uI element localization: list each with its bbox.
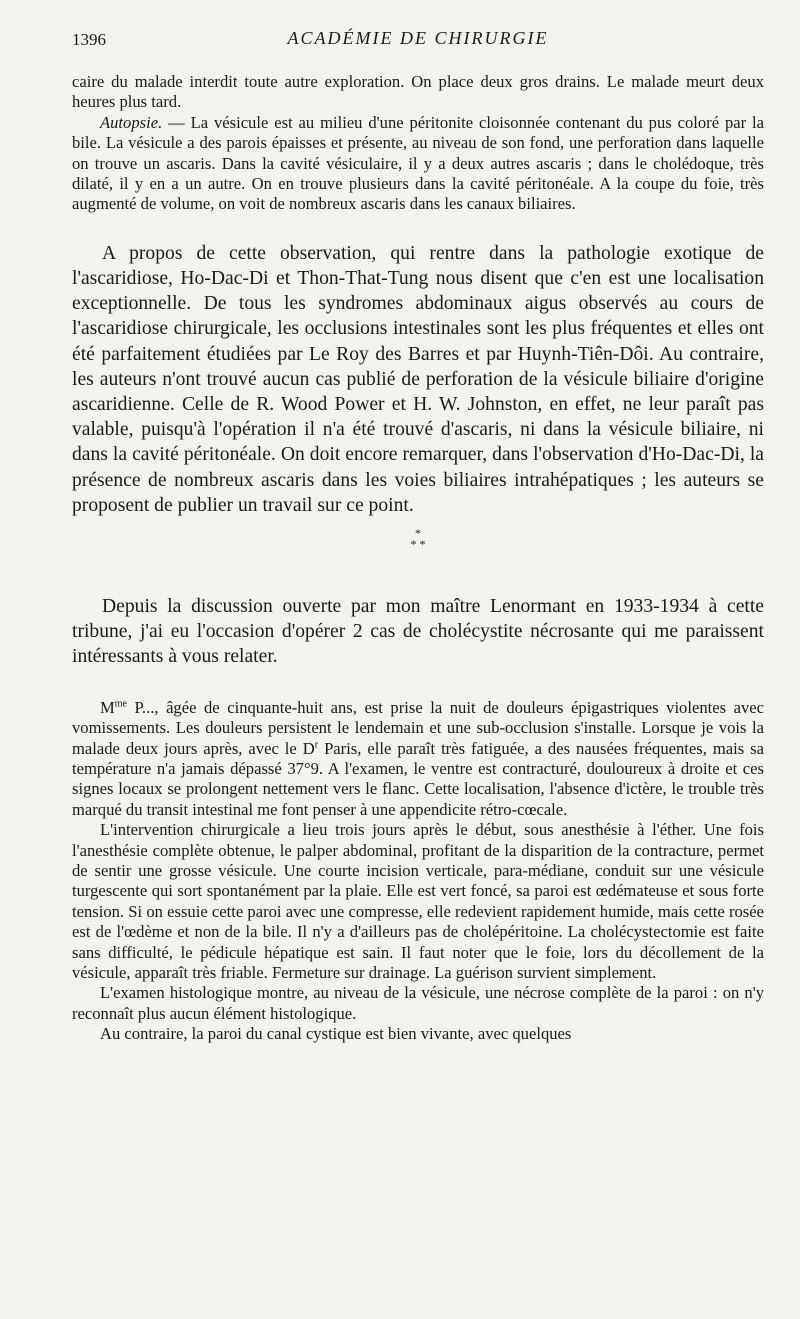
running-head (72, 28, 764, 54)
case-continuation-paragraph: caire du malade interdit toute autre exploration. On place deux gros drains. Le malade meurt deux heures plus tard. (72, 72, 764, 112)
intervention-paragraph: L'intervention chirurgicale a lieu trois jours après le début, sous anesthésie à l'éther. Une fois l'anesthésie complète obtenue, le palper abdominal, profitant de la disparition de la contracture, permet de sentir une grosse vésicule. Une courte incision verticale, para-médiane, conduit sur une vésicule turgescente qui sort spontanément par la plaie. Elle est vert foncé, sa paroi est œdémateuse et sous forte tension. Si on essuie cette paroi avec une compresse, elle redevient rapidement humide, mais cette rosée est de l'œdème et non de la bile. Il n'y a d'ailleurs pas de cholépéritoine. La cholécystectomie est faite sans difficulté, le pédicule hépatique est sain. Il faut noter que le foie, lors du décollement de la vésicule, apparaît très friable. Fermeture sur drainage. La guérison survient simplement. (72, 820, 764, 982)
spacer (72, 570, 764, 594)
case-one-title-prefix: M (100, 697, 115, 717)
commentary-paragraph: A propos de cette observation, qui rentre dans la pathologie exotique de l'ascaridiose, Ho-Dac-Di et Thon-That-Tung nous disent que c'en est une localisation exceptionnelle. De tous les syndromes abdominaux aigus observés au cours de l'ascaridiose chirurgicale, les occlusions intestinales sont les plus fréquentes et elles ont été parfaitement étudiées par Le Roy des Barres et par Huynh-Tiên-Dôi. Au contraire, les auteurs n'ont trouvé aucun cas publié de perforation de la vésicule biliaire d'origine ascaridienne. Celle de R. Wood Power et H. W. Johnston, en effet, ne leur paraît pas valable, puisqu'à l'opération il n'a été trouvé d'ascaris, ni dans la vésicule biliaire, ni dans la cavité péritonéale. On doit encore remarquer, dans l'observation d'Ho-Dac-Di, la présence de nombreux ascaris dans les voies biliaires intrahépatiques ; les auteurs se proposent de publier un travail sur ce point. (72, 242, 764, 516)
spacer (72, 670, 764, 698)
case-one-title-sup: me (114, 698, 127, 710)
asterism-bottom: * * (410, 537, 426, 552)
autopsy-text: — La vésicule est au milieu d'une péritonite cloisonnée contenant du pus coloré par la bile. La vésicule a des parois épaisses et présente, au niveau de son fond, une perforation dans laquelle on trouve un ascaris. Dans la cavité vésiculaire, il y a deux autres ascaris ; dans le cholédoque, très dilaté, il y en a un autre. On en trouve plusieurs dans la cavité péritonéale. A la coupe du foie, très augmenté de volume, on voit de nombreux ascaris dans les canaux biliaires. (72, 112, 764, 214)
histology-paragraph: L'examen histologique montre, au niveau de la vésicule, une nécrose complète de la paroi : on n'y reconnaît plus aucun élément histologique. (72, 983, 764, 1023)
page-number: 1396 (72, 30, 106, 49)
journal-title: ACADÉMIE DE CHIRURGIE (287, 28, 549, 48)
cystic-duct-paragraph: Au contraire, la paroi du canal cystique est bien vivante, avec quelques (100, 1024, 572, 1044)
case-one-text-part1: P..., âgée de cinquante-huit ans, est prise la nuit de douleurs épigastriques violentes avec vomissements. Les douleurs persistent le lendemain et une sub-occlusion s'installe. Lorsque je vois la malade deux jours après, avec le D (72, 697, 764, 758)
case-one-doctor-sup: r (314, 738, 319, 750)
case-one-text-part2: Paris, elle paraît très fatiguée, a des nausées fréquentes, mais sa température n'a jamais dépassé 37°9. A l'examen, le ventre est contracturé, douloureux à droite et ces signes locaux se prolongent nettement vers le flanc. Cette localisation, l'absence d'ictère, le trouble très marqué du transit intestinal me font penser à une appendicite rétro-cœcale. (72, 738, 764, 819)
case-one-paragraph (72, 698, 764, 820)
spacer (72, 215, 764, 241)
autopsy-lead-in: Autopsie. (100, 112, 163, 132)
introduction-paragraph: Depuis la discussion ouverte par mon maître Lenormant en 1933-1934 à cette tribune, j'ai eu l'occasion d'opérer 2 cas de cholécystite nécrosante qui me paraissent intéressants à vous relater. (72, 596, 764, 668)
asterism-top: * (415, 526, 421, 541)
asterism-separator (72, 528, 764, 550)
autopsy-paragraph (72, 113, 764, 215)
